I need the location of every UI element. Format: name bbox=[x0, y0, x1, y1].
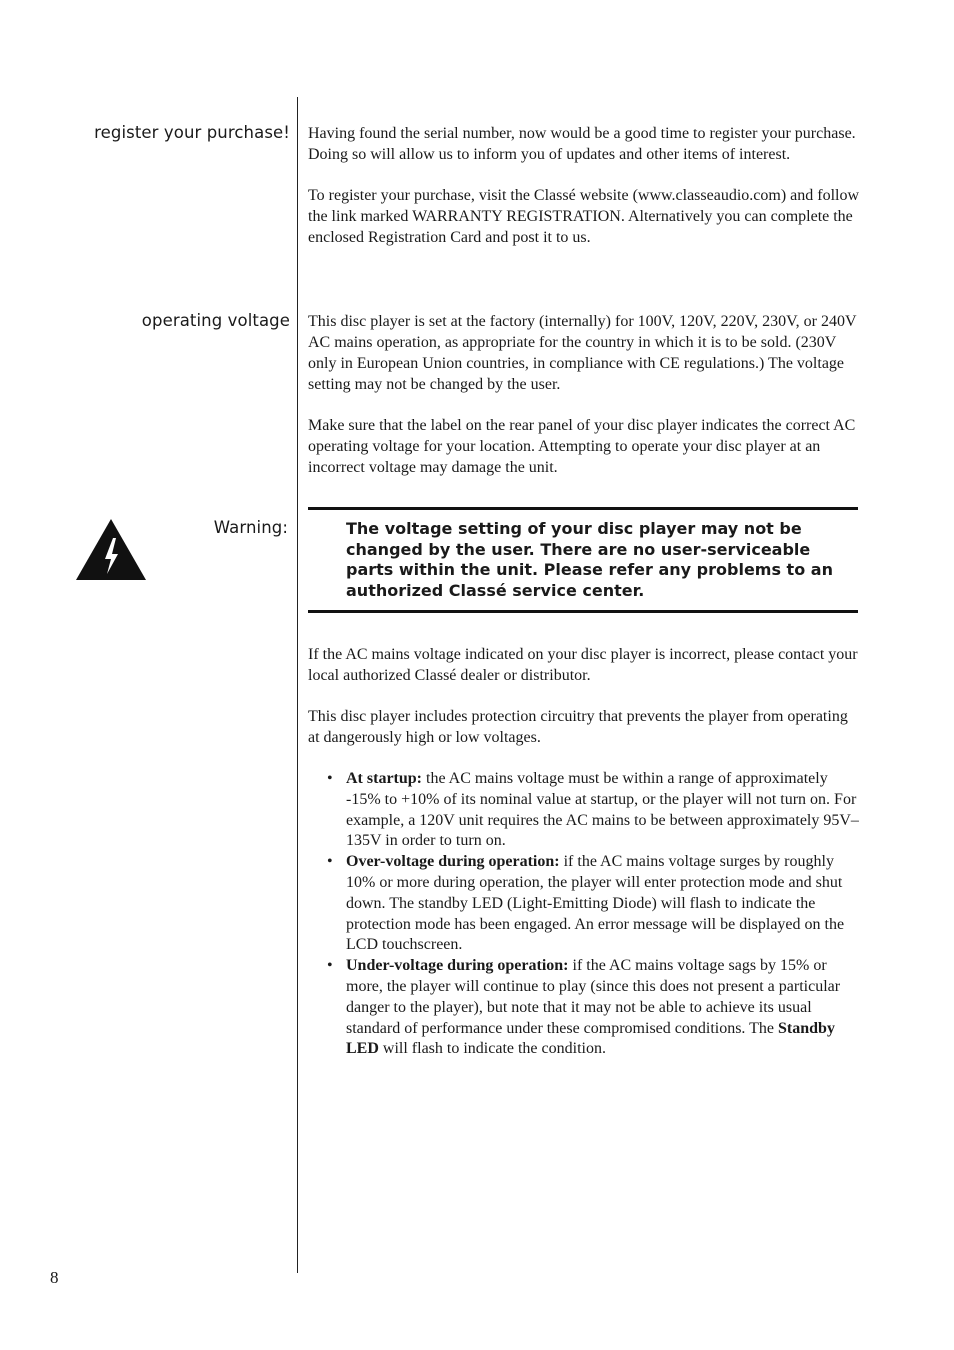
register-heading: register your purchase! bbox=[94, 123, 290, 142]
dealer-para: If the AC mains voltage indicated on your disc player is incorrect, please contact your local authorized Classé dealer or distributor. bbox=[308, 646, 858, 684]
bullet-text: if the AC mains voltage sags by 15% or more, the player will continue to play (since this does not present a particular danger to the player), but note that it may not be able to achieve its usual standard of performance under these compromised conditions. The bbox=[346, 957, 841, 1037]
bullet-term: Over-voltage during operation: bbox=[346, 853, 560, 871]
warning-label: Warning: bbox=[213, 518, 288, 537]
voltage-para-2: Make sure that the label on the rear panel of your disc player indicates the correct AC operating voltage for your location. Attempting to operate your disc player at an incorrect voltage may damage the unit. bbox=[308, 417, 856, 476]
warning-text: The voltage setting of your disc player may not be changed by the user. There are no user-serviceable parts within the unit. Please refer any problems to an authorized Classé service center. bbox=[346, 519, 833, 601]
protection-para: This disc player includes protection circuitry that prevents the player from operating at dangerously high or low voltages. bbox=[308, 708, 848, 746]
protection-list bbox=[308, 769, 860, 1060]
column-divider bbox=[297, 97, 298, 1273]
bullet-term: Under-voltage during operation: bbox=[346, 957, 569, 975]
register-section bbox=[308, 123, 860, 248]
voltage-heading: operating voltage bbox=[141, 311, 290, 330]
voltage-para-1: This disc player is set at the factory (internally) for 100V, 120V, 220V, 230V, or 240V AC mains operation, as appropriate for the country in which it is to be sold. (230V only in European Union countries, in compliance with CE regulations.) The voltage setting may not be changed by the user. bbox=[308, 313, 857, 393]
bullet-term: At startup: bbox=[346, 770, 422, 787]
bullet-glyph: • bbox=[327, 853, 333, 871]
voltage-section bbox=[308, 311, 860, 478]
electrical-hazard-icon bbox=[76, 519, 146, 585]
list-item bbox=[308, 852, 860, 956]
bullet-glyph: • bbox=[327, 770, 333, 787]
standby-led-term: Standby LED bbox=[346, 1019, 835, 1058]
list-item bbox=[308, 769, 860, 852]
register-para-1: Having found the serial number, now would be a good time to register your purchase. Doing so will allow us to inform you of updates and other items of interest. bbox=[308, 125, 856, 163]
bullet-text-end: will flash to indicate the condition. bbox=[378, 1040, 606, 1058]
bullet-text: the AC mains voltage must be within a range of approximately -15% to +10% of its nominal value at startup, or the player will not turn on. For example, a 120V unit requires the AC mains to be between approximately 95V–135V in order to turn on. bbox=[346, 770, 859, 850]
register-para-2: To register your purchase, visit the Classé website (www.classeaudio.com) and follow the link marked WARRANTY REGISTRATION. Alternatively you can complete the enclosed Registration Card and post it to us. bbox=[308, 187, 860, 246]
protection-section bbox=[308, 644, 860, 748]
page-number: 8 bbox=[50, 1268, 59, 1287]
list-item bbox=[308, 956, 860, 1060]
bullet-text: if the AC mains voltage surges by roughly 10% or more during operation, the player will enter protection mode and shut down. The standby LED (Light-Emitting Diode) will flash to indicate the protection mode has been engaged. An error message will be displayed on the LCD touchscreen. bbox=[346, 853, 845, 954]
bullet-glyph: • bbox=[327, 957, 333, 975]
